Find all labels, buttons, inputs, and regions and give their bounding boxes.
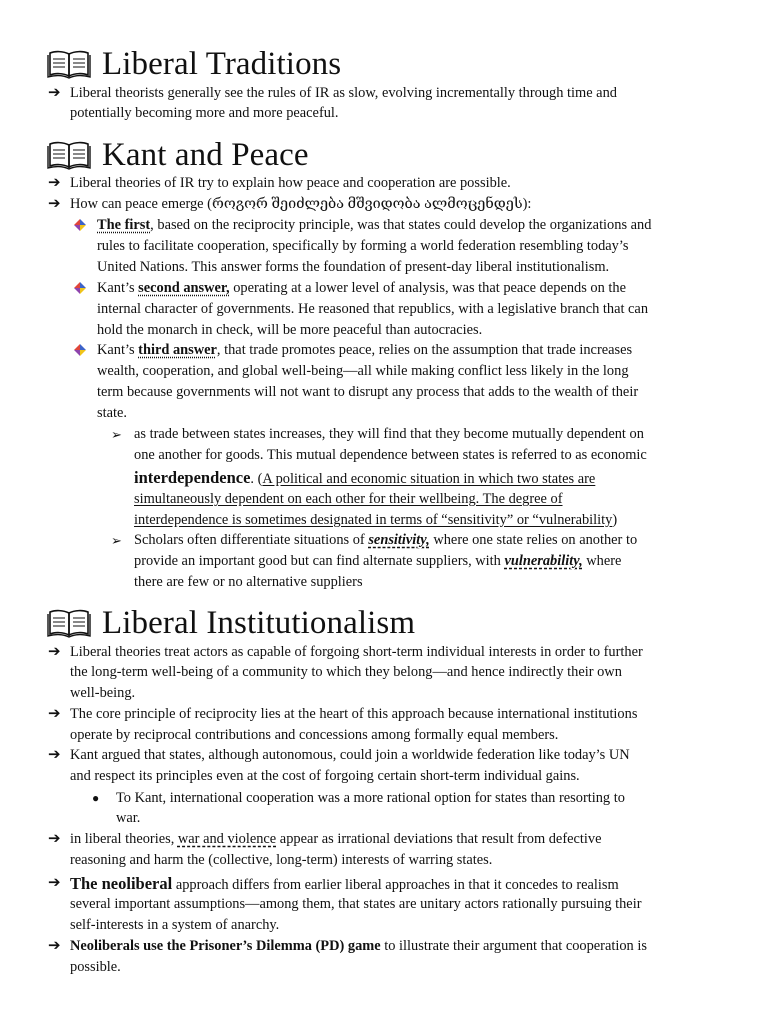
section-heading-kant-and-peace	[47, 136, 309, 174]
text-line: and respect its principles even at the cost of forgoing certain short-term individual gains.	[70, 768, 580, 784]
diamond-bullet-icon	[73, 281, 87, 295]
text-line: well-being.	[70, 685, 136, 701]
section-title: Liberal Institutionalism	[102, 605, 416, 641]
definition-text: A political and economic situation in which two states are	[262, 471, 596, 487]
text-run: appear as irrational deviations that result from defective	[276, 831, 602, 847]
term-the-first: The first	[97, 217, 151, 233]
term-vulnerability: vulnerability,	[504, 553, 583, 569]
arrow-bullet-icon: ➔	[48, 175, 61, 191]
definition-text: simultaneously dependent on each other for their wellbeing. The degree of	[134, 491, 563, 507]
text-run: . (	[250, 471, 263, 487]
text-line: hold the monarch in check, will be more peaceful than autocracies.	[97, 322, 483, 338]
text-line: internal character of governments. He reasoned that republics, with a legislative branch that can	[97, 301, 649, 317]
text-run: )	[612, 512, 618, 528]
text-line: wealth, cooperation, and global well-being—all while making conflict less likely in the long	[97, 363, 629, 379]
text-line: potentially becoming more and more peaceful.	[70, 105, 339, 121]
chevron-bullet-icon: ➢	[111, 533, 122, 548]
arrow-bullet-icon: ➔	[48, 747, 61, 763]
term-interdependence: interdependence	[134, 468, 251, 487]
text-line: Liberal theories treat actors as capable of forgoing short-term individual interests in order to further	[70, 644, 643, 660]
open-book-icon	[47, 49, 91, 79]
arrow-bullet-icon: ➔	[48, 196, 61, 212]
text-line: possible.	[70, 959, 121, 975]
text-line: rules to facilitate cooperation, specifically by forming a world federation resembling today’s	[97, 238, 629, 254]
text-run: Kant’s	[97, 342, 139, 358]
text-line	[97, 278, 626, 299]
term-war-and-violence: war and violence	[177, 831, 277, 847]
text-line	[97, 215, 651, 236]
text-line	[134, 530, 637, 551]
section-heading-liberal-traditions	[47, 45, 341, 83]
chevron-bullet-icon: ➢	[111, 427, 122, 442]
text-line	[70, 829, 601, 850]
text-line: United Nations. This answer forms the foundation of present-day liberal institutionalism.	[97, 259, 610, 275]
text-run: where	[582, 553, 622, 569]
round-bullet-icon: ●	[92, 791, 100, 805]
text-line: as trade between states increases, they will find that they become mutually dependent on	[134, 426, 644, 442]
term-the-neoliberal: The neoliberal	[70, 874, 173, 893]
text-run: operating at a lower level of analysis, was that peace depends on the	[229, 280, 626, 296]
text-line: reasoning and harm the (collective, long-term) interests of warring states.	[70, 852, 493, 868]
text-run: , based on the reciprocity principle, was that states could develop the organizations and	[150, 217, 652, 233]
text-line: Liberal theorists generally see the rules of IR as slow, evolving incrementally through time and	[70, 85, 617, 101]
text-line: there are few or no alternative suppliers	[134, 574, 363, 590]
arrow-bullet-icon: ➔	[48, 831, 61, 847]
diamond-bullet-icon	[73, 218, 87, 232]
text-run: where one state relies on another to	[429, 532, 638, 548]
definition-text: interdependence is sometimes designated in terms of “sensitivity” or “vulnerability	[134, 512, 613, 528]
text-line	[134, 551, 621, 572]
text-line	[70, 873, 619, 896]
open-book-icon	[47, 140, 91, 170]
term-third-answer: third answer	[138, 342, 217, 358]
diamond-bullet-icon	[73, 343, 87, 357]
text-line: state.	[97, 405, 127, 421]
section-title: Kant and Peace	[102, 137, 309, 173]
term-second-answer: second answer,	[138, 280, 230, 296]
text-run: Kant’s	[97, 280, 139, 296]
text-line: self-interests in a system of anarchy.	[70, 917, 280, 933]
text-run: provide an important good but can find alternate suppliers, with	[134, 553, 505, 569]
text-line: the long-term well-being of a community to which they belong—and hence indirectly their own	[70, 664, 622, 680]
term-prisoners-dilemma: Neoliberals use the Prisoner’s Dilemma (PD) game	[70, 938, 381, 954]
text-run: Scholars often differentiate situations of	[134, 532, 369, 548]
text-line: operate by reciprocal contributions and concessions among formally equal members.	[70, 727, 559, 743]
text-line: To Kant, international cooperation was a more rational option for states than resorting to	[116, 790, 625, 806]
text-line: How can peace emerge (როგორ შეიძლება მშვიდობა ალმოცენდეს):	[70, 196, 532, 212]
arrow-bullet-icon: ➔	[48, 938, 61, 954]
term-sensitivity: sensitivity,	[368, 532, 430, 548]
text-line: term because governments will not want to disrupt any process that adds to the wealth of their	[97, 384, 639, 400]
text-run: approach differs from earlier liberal approaches in that it concedes to realism	[172, 877, 619, 893]
text-run: , that trade promotes peace, relies on the assumption that trade increases	[216, 342, 633, 358]
arrow-bullet-icon: ➔	[48, 644, 61, 660]
text-line	[134, 467, 595, 490]
arrow-bullet-icon: ➔	[48, 706, 61, 722]
arrow-bullet-icon: ➔	[48, 85, 61, 101]
text-line	[134, 510, 617, 531]
text-line: The core principle of reciprocity lies at the heart of this approach because international institutions	[70, 706, 638, 722]
arrow-bullet-icon: ➔	[48, 875, 61, 891]
text-line	[97, 340, 632, 361]
text-line: several important assumptions—among them, that states are unitary actors rationally pursuing their	[70, 896, 642, 912]
section-title: Liberal Traditions	[102, 46, 342, 82]
text-line: Kant argued that states, although autonomous, could join a worldwide federation like today’s UN	[70, 747, 630, 763]
text-line: Liberal theories of IR try to explain how peace and cooperation are possible.	[70, 175, 511, 191]
text-line: one another for goods. This mutual dependence between states is referred to as economic	[134, 447, 647, 463]
section-heading-liberal-institutionalism	[47, 604, 415, 642]
text-run: to illustrate their argument that cooperation is	[380, 938, 647, 954]
text-line: war.	[116, 810, 141, 826]
text-run: in liberal theories,	[70, 831, 178, 847]
open-book-icon	[47, 608, 91, 638]
text-line	[70, 936, 647, 957]
